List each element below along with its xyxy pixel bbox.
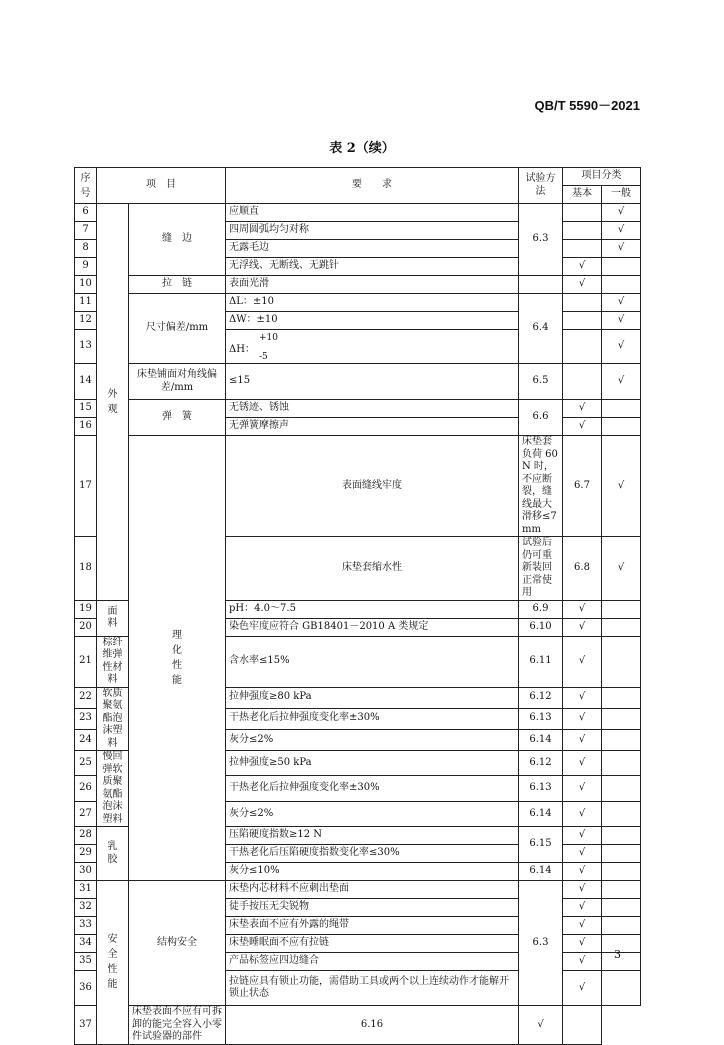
item-spring: 弹 簧 [129,400,226,436]
table-row: 12 ΔW：±10 √ [75,312,641,330]
table-row: 30 灰分≤10% 6.14 √ [75,863,641,881]
method-cell: 6.3 [519,881,563,1006]
table-row: 26 干热老化后拉伸强度变化率±30% 6.13 √ [75,776,641,801]
table-row: 27 灰分≤2% 6.14 √ [75,801,641,826]
check-mark: √ [563,863,602,881]
check-mark: √ [563,751,602,776]
height-tolerance: +10 ΔH： -5 [226,330,519,364]
check-mark: √ [602,330,641,364]
item-structure: 结构安全 [129,881,226,1006]
check-mark: √ [563,258,602,276]
check-mark: √ [563,953,602,971]
item-diagonal: 床垫铺面对角线偏差/mm [129,364,226,400]
check-mark: √ [602,204,641,222]
table-row: 9 无浮线、无断线、无跳针 √ [75,258,641,276]
table-row: 21 棕纤维弹性材料 含水率≤15% 6.11 √ [75,636,641,687]
method-cell: 6.3 [519,204,563,276]
header-seq: 序号 [75,168,97,204]
table-row: 24 灰分≤2% 6.14 √ [75,729,641,750]
table-title: 表 2（续） [329,141,395,156]
item-pu-foam: 软质聚氨酯泡沫塑料 [97,687,129,751]
check-mark: √ [563,618,602,636]
method-cell: 6.15 [519,827,563,863]
table-row: 32 徒手按压无尖锐物 √ [75,899,641,917]
table-row: 36 拉链应具有锁止功能，需借助工具或两个以上连续动作才能解开锁止状态 √ [75,971,641,1006]
table-row: 33 床垫表面不应有外露的绳带 √ [75,917,641,935]
item-seam-edge: 缝 边 [129,204,226,276]
item-palm: 棕纤维弹性材料 [97,636,129,687]
table-row: 10 拉 链 表面光滑 √ [75,276,641,294]
table-row: 11 尺寸偏差/mm ΔL：±10 6.4 √ [75,294,641,312]
table-row: 6 外观 缝 边 应顺直 6.3 √ [75,204,641,222]
requirements-table [74,167,641,1045]
check-mark: √ [602,294,641,312]
check-mark: √ [563,899,602,917]
header-basic: 基本 [563,186,602,204]
check-mark: √ [563,729,602,750]
header-requirement: 要 求 [226,168,519,204]
table-row: 29 干热老化后压陷硬度指数变化率≤30% √ [75,845,641,863]
check-mark: √ [563,917,602,935]
table-row: 20 染色牢度应符合 GB18401－2010 A 类规定 6.10 √ [75,618,641,636]
check-mark: √ [563,827,602,845]
category-appearance: 外观 [97,204,129,601]
header-classification: 项目分类 [563,168,641,186]
table-row: 19 面 料 pH：4.0～7.5 6.9 √ [75,600,641,618]
table-row: 28 乳 胶 压陷硬度指数≥12 N 6.15 √ [75,827,641,845]
table-row: 25 慢回弹软质聚氨酯泡沫塑料 拉伸强度≥50 kPa 6.12 √ [75,751,641,776]
table-row: 16 无弹簧摩擦声 √ [75,418,641,436]
check-mark: √ [563,881,602,899]
check-mark: √ [519,1006,563,1045]
check-mark: √ [602,222,641,240]
item-zipper: 拉 链 [129,276,226,294]
table-row: 7 四周圆弧均匀对称 √ [75,222,641,240]
check-mark: √ [563,276,602,294]
table-row: 31 安全性能 结构安全 床垫内芯材料不应刺出垫面 6.3 √ [75,881,641,899]
check-mark: √ [563,971,602,1006]
category-safety: 安全性能 [97,881,129,1045]
method-cell: 6.6 [519,400,563,436]
header-item: 项 目 [97,168,226,204]
check-mark: √ [563,845,602,863]
table-row: 18 床垫套缩水性 试验后仍可重新装回正常使用 6.8 √ [75,537,641,601]
check-mark: √ [602,364,641,400]
check-mark: √ [602,436,641,537]
check-mark: √ [602,537,641,601]
check-mark: √ [602,240,641,258]
check-mark: √ [563,687,602,708]
table-row: 15 弹 簧 无锈迹、锈蚀 6.6 √ [75,400,641,418]
table-row: 22 软质聚氨酯泡沫塑料 拉伸强度≥80 kPa 6.12 √ [75,687,641,708]
check-mark: √ [563,400,602,418]
check-mark: √ [563,708,602,729]
standard-code: QB/T 5590－2021 [534,98,640,113]
table-row: 37 床垫表面不应有可拆卸的能完全容入小零件试验器的部件 6.16 √ [75,1006,641,1045]
table-row: 8 无露毛边 √ [75,240,641,258]
check-mark: √ [563,801,602,826]
page-number: 3 [614,948,621,961]
check-mark: √ [563,776,602,801]
check-mark: √ [563,600,602,618]
table-row: 23 干热老化后拉伸强度变化率±30% 6.13 √ [75,708,641,729]
header-general: 一般 [602,186,641,204]
category-physical: 理化性能 [129,436,226,881]
header-method: 试验方法 [519,168,563,204]
method-cell: 6.4 [519,294,563,364]
check-mark: √ [563,418,602,436]
item-fabric: 面 料 [97,600,129,636]
item-latex: 乳 胶 [97,827,129,881]
table-row: 14 床垫铺面对角线偏差/mm ≤15 6.5 √ [75,364,641,400]
item-shrink: 床垫套缩水性 [226,537,519,601]
check-mark: √ [563,636,602,687]
table-row: 35 产品标签应四边缝合 √ [75,953,641,971]
table-row: 34 床垫睡眠面不应有拉链 √ [75,935,641,953]
table-row: 13 +10 ΔH： -5 √ [75,330,641,364]
item-slow-foam: 慢回弹软质聚氨酯泡沫塑料 [97,751,129,827]
item-seam-strength: 表面缝线牢度 [226,436,519,537]
check-mark: √ [602,312,641,330]
item-size-deviation: 尺寸偏差/mm [129,294,226,364]
check-mark: √ [563,935,602,953]
table-row: 17 理化性能 表面缝线牢度 床垫套负荷 60 N 时，不应断裂，缝线最大滑移≤7 mm 6.7 √ [75,436,641,537]
